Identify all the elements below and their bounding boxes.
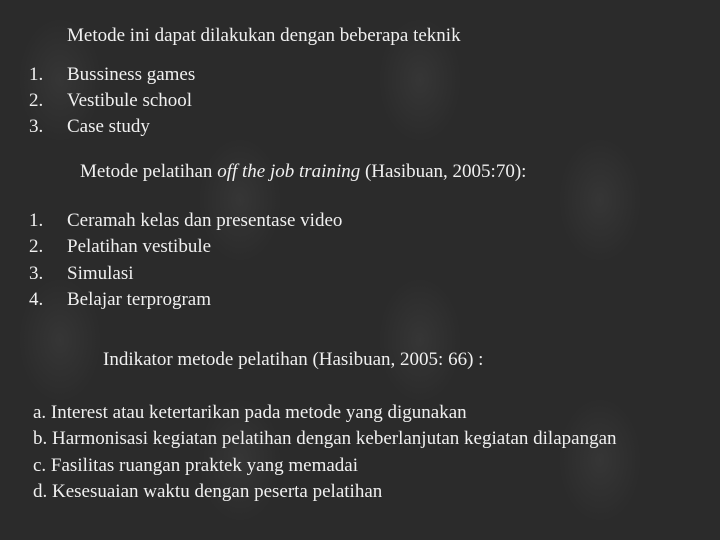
indicator-item: d. Kesesuaian waktu dengan peserta pelatihan [33,481,383,502]
list-item-number: 2. [29,236,44,257]
section2-heading-prefix: Metode pelatihan [80,161,218,182]
indicator-item: c. Fasilitas ruangan praktek yang memadai [33,455,359,476]
indicator-item: b. Harmonisasi kegiatan pelatihan dengan keberlanjutan kegiatan dilapangan [33,428,617,449]
list-item-number: 1. [29,210,44,231]
list-item-text: Bussiness games [67,64,196,85]
list-item-number: 2. [29,90,44,111]
list-item-number: 3. [29,116,44,137]
list-item-number: 3. [29,263,44,284]
list-item-number: 4. [29,289,44,310]
section2-heading-italic: off the job training [217,161,361,182]
list-item-text: Simulasi [67,263,134,284]
list-item-number: 1. [29,64,44,85]
list-item-text: Vestibule school [67,90,193,111]
section3-heading: Indikator metode pelatihan (Hasibuan, 2005: 66) : [103,349,484,370]
list-item-text: Ceramah kelas dan presentase video [67,210,343,231]
list-item-text: Pelatihan vestibule [67,236,212,257]
section2-heading [80,159,526,185]
indicator-item: a. Interest atau ketertarikan pada metode yang digunakan [33,402,467,423]
list-item-text: Belajar terprogram [67,289,212,310]
section1-heading: Metode ini dapat dilakukan dengan beberapa teknik [67,25,461,46]
section2-heading-suffix: (Hasibuan, 2005:70): [360,161,527,182]
list-item-text: Case study [67,116,150,137]
